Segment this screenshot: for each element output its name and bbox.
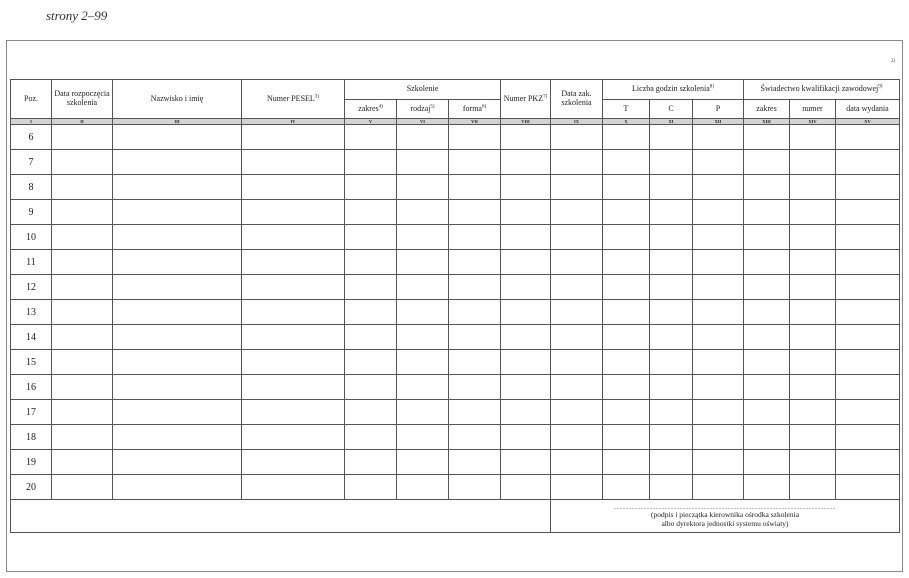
entry-cell[interactable] <box>52 325 113 350</box>
entry-cell[interactable] <box>603 475 650 500</box>
row-position: 16 <box>11 375 52 400</box>
table-row <box>11 475 900 500</box>
entry-cell[interactable] <box>650 275 693 300</box>
entry-cell[interactable] <box>397 325 449 350</box>
header-pesel <box>242 80 345 119</box>
entry-cell[interactable] <box>551 225 603 250</box>
entry-cell[interactable] <box>551 475 603 500</box>
header-pkz <box>501 80 551 119</box>
entry-cell[interactable] <box>744 350 790 375</box>
entry-cell[interactable] <box>650 150 693 175</box>
entry-cell[interactable] <box>650 125 693 150</box>
entry-cell[interactable] <box>113 225 242 250</box>
entry-cell[interactable] <box>345 475 397 500</box>
entry-cell[interactable] <box>790 425 836 450</box>
header-row-1 <box>11 80 900 100</box>
entry-cell[interactable] <box>501 150 551 175</box>
row-position: 11 <box>11 250 52 275</box>
roman-numeral: III <box>113 119 242 125</box>
entry-cell[interactable] <box>113 175 242 200</box>
entry-cell[interactable] <box>345 275 397 300</box>
entry-cell[interactable] <box>744 300 790 325</box>
entry-cell[interactable] <box>449 150 501 175</box>
entry-cell[interactable] <box>345 200 397 225</box>
entry-cell[interactable] <box>345 425 397 450</box>
table-row <box>11 200 900 225</box>
entry-cell[interactable] <box>242 150 345 175</box>
header-rodzaj-footnote: 5) <box>430 103 435 109</box>
entry-cell[interactable] <box>836 350 900 375</box>
entry-cell[interactable] <box>603 300 650 325</box>
entry-cell[interactable] <box>242 250 345 275</box>
entry-cell[interactable] <box>242 350 345 375</box>
entry-cell[interactable] <box>693 125 744 150</box>
header-sw-data: data wydania <box>836 100 900 119</box>
entry-cell[interactable] <box>790 250 836 275</box>
entry-cell[interactable] <box>693 250 744 275</box>
entry-cell[interactable] <box>693 375 744 400</box>
entry-cell[interactable] <box>242 325 345 350</box>
entry-cell[interactable] <box>52 175 113 200</box>
roman-numeral: X <box>603 119 650 125</box>
entry-cell[interactable] <box>836 275 900 300</box>
entry-cell[interactable] <box>449 475 501 500</box>
entry-cell[interactable] <box>650 400 693 425</box>
entry-cell[interactable] <box>242 300 345 325</box>
signature-caption-line-2: albo dyrektora jednostki systemu oświaty) <box>661 519 789 528</box>
entry-cell[interactable] <box>397 475 449 500</box>
entry-cell[interactable] <box>52 300 113 325</box>
entry-cell[interactable] <box>836 125 900 150</box>
entry-cell[interactable] <box>744 200 790 225</box>
entry-cell[interactable] <box>603 150 650 175</box>
entry-cell[interactable] <box>744 125 790 150</box>
entry-cell[interactable] <box>397 375 449 400</box>
entry-cell[interactable] <box>790 125 836 150</box>
entry-cell[interactable] <box>693 450 744 475</box>
header-nazwisko: Nazwisko i imię <box>113 80 242 119</box>
entry-cell[interactable] <box>501 325 551 350</box>
entry-cell[interactable] <box>113 475 242 500</box>
register-body <box>11 125 900 500</box>
entry-cell[interactable] <box>693 200 744 225</box>
table-row <box>11 225 900 250</box>
entry-cell[interactable] <box>397 125 449 150</box>
header-liczba-godzin-label: Liczba godzin szkolenia <box>632 84 710 94</box>
entry-cell[interactable] <box>836 150 900 175</box>
row-position: 19 <box>11 450 52 475</box>
table-row <box>11 425 900 450</box>
table-row <box>11 450 900 475</box>
entry-cell[interactable] <box>501 275 551 300</box>
entry-cell[interactable] <box>113 300 242 325</box>
entry-cell[interactable] <box>744 325 790 350</box>
header-t: T <box>603 100 650 119</box>
entry-cell[interactable] <box>52 150 113 175</box>
header-liczba-godzin-footnote: 8) <box>709 84 714 90</box>
entry-cell[interactable] <box>836 375 900 400</box>
entry-cell[interactable] <box>650 250 693 275</box>
roman-numeral: XI <box>650 119 693 125</box>
entry-cell[interactable] <box>501 250 551 275</box>
entry-cell[interactable] <box>744 225 790 250</box>
page-header: strony 2–99 <box>46 8 108 23</box>
entry-cell[interactable] <box>345 175 397 200</box>
header-forma-label: forma <box>462 103 482 113</box>
entry-cell[interactable] <box>744 450 790 475</box>
entry-cell[interactable] <box>650 425 693 450</box>
entry-cell[interactable] <box>790 225 836 250</box>
entry-cell[interactable] <box>113 200 242 225</box>
entry-cell[interactable] <box>113 150 242 175</box>
entry-cell[interactable] <box>449 325 501 350</box>
entry-cell[interactable] <box>836 425 900 450</box>
entry-cell[interactable] <box>52 400 113 425</box>
entry-cell[interactable] <box>397 450 449 475</box>
entry-cell[interactable] <box>501 475 551 500</box>
entry-cell[interactable] <box>113 375 242 400</box>
row-position: 17 <box>11 400 52 425</box>
entry-cell[interactable] <box>790 175 836 200</box>
entry-cell[interactable] <box>650 450 693 475</box>
roman-numeral: V <box>345 119 397 125</box>
signature-block <box>551 500 900 533</box>
entry-cell[interactable] <box>551 250 603 275</box>
entry-cell[interactable] <box>397 400 449 425</box>
header-poz: Poz. <box>11 80 52 119</box>
roman-numeral: VII <box>449 119 501 125</box>
entry-cell[interactable] <box>501 300 551 325</box>
row-position: 14 <box>11 325 52 350</box>
header-zakres <box>345 100 397 119</box>
row-position: 10 <box>11 225 52 250</box>
entry-cell[interactable] <box>449 350 501 375</box>
entry-cell[interactable] <box>744 475 790 500</box>
entry-cell[interactable] <box>744 400 790 425</box>
entry-cell[interactable] <box>52 475 113 500</box>
entry-cell[interactable] <box>693 475 744 500</box>
entry-cell[interactable] <box>693 150 744 175</box>
entry-cell[interactable] <box>242 475 345 500</box>
entry-cell[interactable] <box>52 275 113 300</box>
entry-cell[interactable] <box>449 400 501 425</box>
table-row <box>11 350 900 375</box>
entry-cell[interactable] <box>790 300 836 325</box>
entry-cell[interactable] <box>836 225 900 250</box>
row-position: 15 <box>11 350 52 375</box>
entry-cell[interactable] <box>52 225 113 250</box>
entry-cell[interactable] <box>603 350 650 375</box>
entry-cell[interactable] <box>551 325 603 350</box>
entry-cell[interactable] <box>790 325 836 350</box>
entry-cell[interactable] <box>650 225 693 250</box>
table-row <box>11 275 900 300</box>
entry-cell[interactable] <box>603 250 650 275</box>
roman-numeral: IX <box>551 119 603 125</box>
entry-cell[interactable] <box>501 175 551 200</box>
entry-cell[interactable] <box>603 275 650 300</box>
entry-cell[interactable] <box>52 425 113 450</box>
header-p: P <box>693 100 744 119</box>
entry-cell[interactable] <box>242 375 345 400</box>
header-pesel-footnote: 3) <box>314 93 319 99</box>
entry-cell[interactable] <box>449 175 501 200</box>
row-position: 12 <box>11 275 52 300</box>
entry-cell[interactable] <box>113 325 242 350</box>
entry-cell[interactable] <box>52 200 113 225</box>
entry-cell[interactable] <box>551 375 603 400</box>
header-sw-numer: numer <box>790 100 836 119</box>
entry-cell[interactable] <box>790 350 836 375</box>
entry-cell[interactable] <box>744 375 790 400</box>
header-pesel-label: Numer PESEL <box>267 93 315 103</box>
header-forma <box>449 100 501 119</box>
entry-cell[interactable] <box>744 425 790 450</box>
entry-cell[interactable] <box>397 200 449 225</box>
entry-cell[interactable] <box>790 475 836 500</box>
entry-cell[interactable] <box>603 200 650 225</box>
entry-cell[interactable] <box>790 200 836 225</box>
header-data-rozpoczecia: Data rozpoczęcia szkolenia <box>52 80 113 119</box>
entry-cell[interactable] <box>790 275 836 300</box>
entry-cell[interactable] <box>603 400 650 425</box>
roman-numeral: XV <box>836 119 900 125</box>
header-sw-zakres: zakres <box>744 100 790 119</box>
entry-cell[interactable] <box>449 200 501 225</box>
entry-cell[interactable] <box>551 175 603 200</box>
entry-cell[interactable] <box>345 400 397 425</box>
row-position: 18 <box>11 425 52 450</box>
entry-cell[interactable] <box>113 125 242 150</box>
header-pkz-footnote: 7) <box>543 93 548 99</box>
entry-cell[interactable] <box>397 175 449 200</box>
row-position: 13 <box>11 300 52 325</box>
row-position: 7 <box>11 150 52 175</box>
entry-cell[interactable] <box>113 250 242 275</box>
entry-cell[interactable] <box>242 200 345 225</box>
roman-numeral: I <box>11 119 52 125</box>
entry-cell[interactable] <box>52 125 113 150</box>
entry-cell[interactable] <box>397 150 449 175</box>
entry-cell[interactable] <box>650 475 693 500</box>
entry-cell[interactable] <box>345 450 397 475</box>
row-position: 6 <box>11 125 52 150</box>
entry-cell[interactable] <box>345 125 397 150</box>
entry-cell[interactable] <box>242 450 345 475</box>
entry-cell[interactable] <box>345 300 397 325</box>
entry-cell[interactable] <box>449 250 501 275</box>
roman-numeral: XII <box>693 119 744 125</box>
entry-cell[interactable] <box>836 450 900 475</box>
signature-caption-line-1: (podpis i pieczątka kierownika ośrodka szkolenia <box>650 510 800 519</box>
entry-cell[interactable] <box>242 400 345 425</box>
entry-cell[interactable] <box>836 175 900 200</box>
entry-cell[interactable] <box>449 425 501 450</box>
entry-cell[interactable] <box>603 425 650 450</box>
entry-cell[interactable] <box>744 150 790 175</box>
table-row <box>11 150 900 175</box>
entry-cell[interactable] <box>345 350 397 375</box>
entry-cell[interactable] <box>449 300 501 325</box>
header-liczba-godzin <box>603 80 744 100</box>
row-position: 20 <box>11 475 52 500</box>
entry-cell[interactable] <box>345 225 397 250</box>
entry-cell[interactable] <box>52 350 113 375</box>
entry-cell[interactable] <box>836 300 900 325</box>
entry-cell[interactable] <box>113 450 242 475</box>
entry-cell[interactable] <box>113 350 242 375</box>
roman-numeral: VI <box>397 119 449 125</box>
entry-cell[interactable] <box>449 225 501 250</box>
entry-cell[interactable] <box>345 325 397 350</box>
entry-cell[interactable] <box>113 275 242 300</box>
entry-cell[interactable] <box>744 275 790 300</box>
entry-cell[interactable] <box>836 475 900 500</box>
entry-cell[interactable] <box>744 250 790 275</box>
entry-cell[interactable] <box>397 275 449 300</box>
entry-cell[interactable] <box>603 175 650 200</box>
entry-cell[interactable] <box>603 225 650 250</box>
entry-cell[interactable] <box>836 325 900 350</box>
entry-cell[interactable] <box>52 450 113 475</box>
entry-cell[interactable] <box>345 150 397 175</box>
signature-line: .......................................................................... <box>614 502 836 511</box>
entry-cell[interactable] <box>449 450 501 475</box>
form-frame <box>6 40 903 572</box>
header-zakres-label: zakres <box>358 103 379 113</box>
entry-cell[interactable] <box>650 175 693 200</box>
table-row <box>11 125 900 150</box>
header-szkolenie: Szkolenie <box>345 80 501 100</box>
entry-cell[interactable] <box>397 225 449 250</box>
entry-cell[interactable] <box>501 400 551 425</box>
entry-cell[interactable] <box>449 375 501 400</box>
roman-numeral: IV <box>242 119 345 125</box>
entry-cell[interactable] <box>501 425 551 450</box>
entry-cell[interactable] <box>397 350 449 375</box>
entry-cell[interactable] <box>790 400 836 425</box>
header-swiadectwo-footnote: 9) <box>878 84 883 90</box>
entry-cell[interactable] <box>693 350 744 375</box>
entry-cell[interactable] <box>744 175 790 200</box>
header-swiadectwo <box>744 80 900 100</box>
table-row <box>11 250 900 275</box>
entry-cell[interactable] <box>551 125 603 150</box>
entry-cell[interactable] <box>603 325 650 350</box>
entry-cell[interactable] <box>501 225 551 250</box>
entry-cell[interactable] <box>693 300 744 325</box>
entry-cell[interactable] <box>113 400 242 425</box>
entry-cell[interactable] <box>693 325 744 350</box>
table-row <box>11 400 900 425</box>
entry-cell[interactable] <box>501 200 551 225</box>
entry-cell[interactable] <box>449 125 501 150</box>
entry-cell[interactable] <box>397 300 449 325</box>
entry-cell[interactable] <box>52 250 113 275</box>
entry-cell[interactable] <box>397 250 449 275</box>
entry-cell[interactable] <box>603 450 650 475</box>
table-row <box>11 300 900 325</box>
header-zakres-footnote: 4) <box>378 103 383 109</box>
entry-cell[interactable] <box>551 275 603 300</box>
entry-cell[interactable] <box>650 350 693 375</box>
header-forma-footnote: 6) <box>481 103 487 109</box>
entry-cell[interactable] <box>551 200 603 225</box>
roman-numeral: XIII <box>744 119 790 125</box>
footer-row <box>11 500 900 533</box>
entry-cell[interactable] <box>501 375 551 400</box>
row-position: 9 <box>11 200 52 225</box>
entry-cell[interactable] <box>693 425 744 450</box>
entry-cell[interactable] <box>603 375 650 400</box>
entry-cell[interactable] <box>397 425 449 450</box>
entry-cell[interactable] <box>693 175 744 200</box>
roman-numeral: XIV <box>790 119 836 125</box>
register-table <box>10 79 900 533</box>
header-rodzaj <box>397 100 449 119</box>
entry-cell[interactable] <box>650 200 693 225</box>
entry-cell[interactable] <box>551 450 603 475</box>
entry-cell[interactable] <box>242 175 345 200</box>
footer-blank-cell <box>11 500 551 533</box>
entry-cell[interactable] <box>242 225 345 250</box>
entry-cell[interactable] <box>242 125 345 150</box>
entry-cell[interactable] <box>603 125 650 150</box>
roman-numeral: VIII <box>501 119 551 125</box>
roman-numeral: II <box>52 119 113 125</box>
header-pkz-label: Numer PKZ <box>503 93 544 103</box>
entry-cell[interactable] <box>501 450 551 475</box>
entry-cell[interactable] <box>650 375 693 400</box>
header-rodzaj-label: rodzaj <box>410 103 431 113</box>
table-row <box>11 325 900 350</box>
entry-cell[interactable] <box>836 400 900 425</box>
entry-cell[interactable] <box>551 425 603 450</box>
table-row <box>11 175 900 200</box>
entry-cell[interactable] <box>113 425 242 450</box>
entry-cell[interactable] <box>790 375 836 400</box>
entry-cell[interactable] <box>345 375 397 400</box>
entry-cell[interactable] <box>551 350 603 375</box>
entry-cell[interactable] <box>836 200 900 225</box>
row-position: 8 <box>11 175 52 200</box>
entry-cell[interactable] <box>551 300 603 325</box>
header-c: C <box>650 100 693 119</box>
entry-cell[interactable] <box>449 275 501 300</box>
entry-cell[interactable] <box>693 225 744 250</box>
entry-cell[interactable] <box>551 150 603 175</box>
entry-cell[interactable] <box>693 275 744 300</box>
entry-cell[interactable] <box>52 375 113 400</box>
entry-cell[interactable] <box>551 400 603 425</box>
header-swiadectwo-label: Świadectwo kwalifikacji zawodowej <box>760 84 879 94</box>
entry-cell[interactable] <box>501 350 551 375</box>
header-data-zak: Data zak. szkolenia <box>551 80 603 119</box>
entry-cell[interactable] <box>242 275 345 300</box>
corner-footnote: 2) <box>890 59 895 64</box>
entry-cell[interactable] <box>501 125 551 150</box>
table-row <box>11 375 900 400</box>
entry-cell[interactable] <box>242 425 345 450</box>
entry-cell[interactable] <box>790 450 836 475</box>
entry-cell[interactable] <box>790 150 836 175</box>
entry-cell[interactable] <box>650 325 693 350</box>
entry-cell[interactable] <box>345 250 397 275</box>
entry-cell[interactable] <box>836 250 900 275</box>
entry-cell[interactable] <box>650 300 693 325</box>
entry-cell[interactable] <box>693 400 744 425</box>
